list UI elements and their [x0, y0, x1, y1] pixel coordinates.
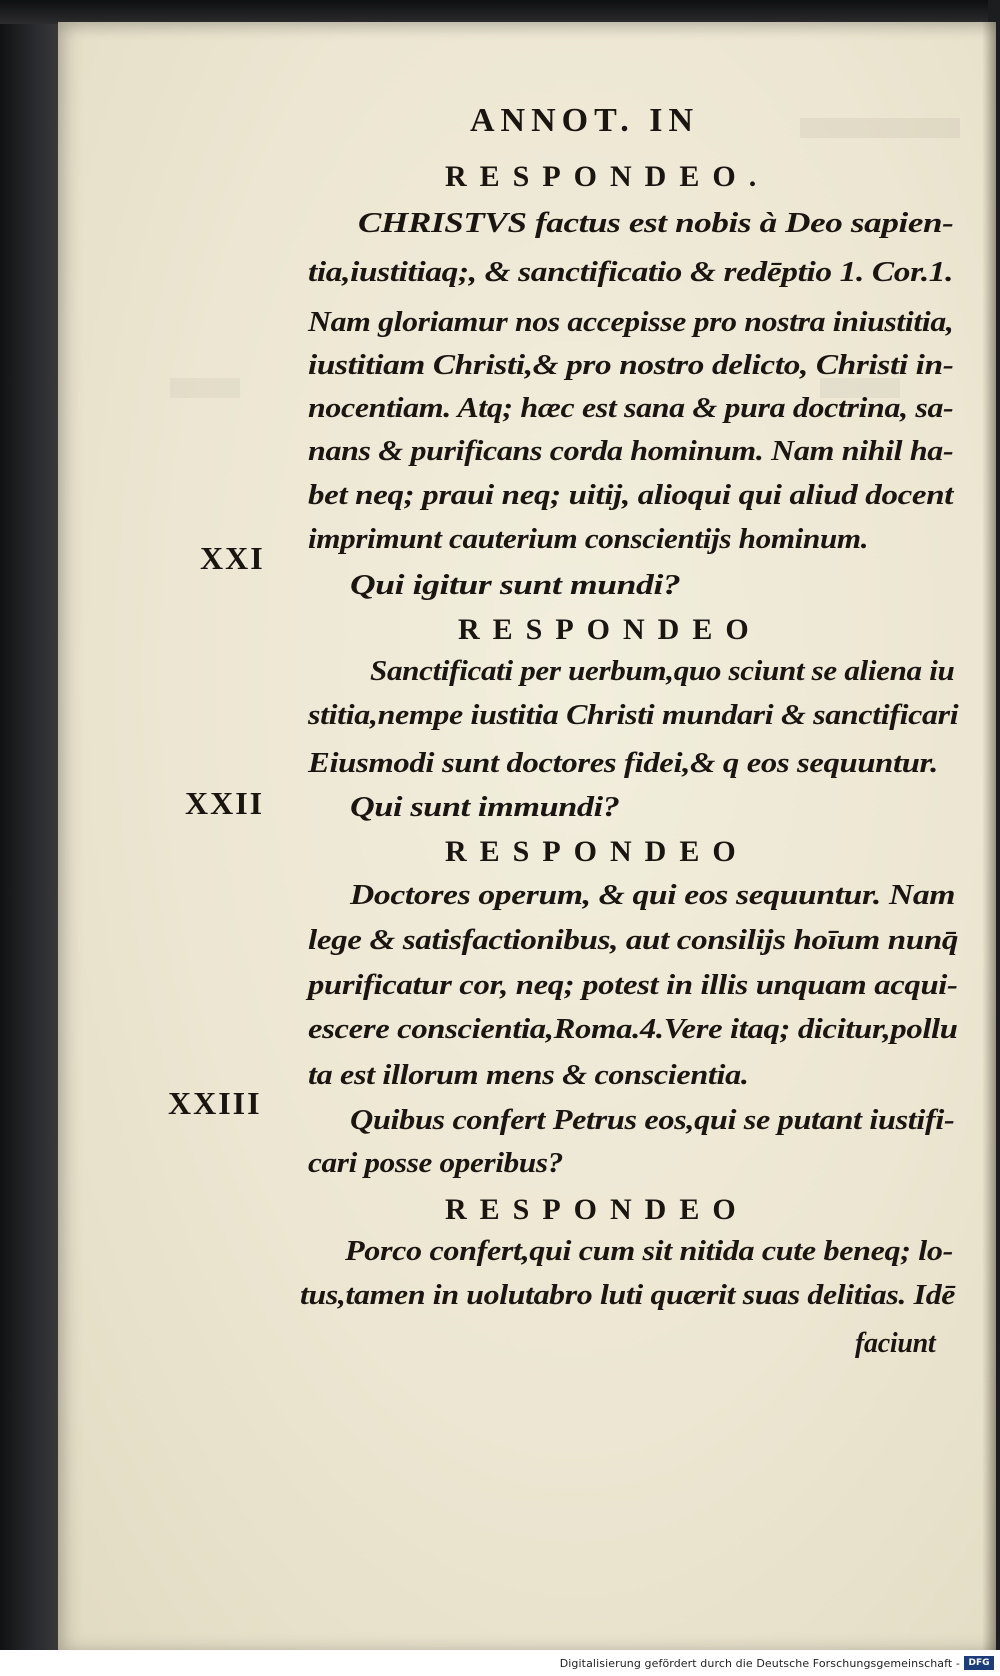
text-line: Quibus confert Petrus eos,qui se putant iustifi-	[350, 1105, 955, 1136]
running-head: ANNOT. IN	[470, 102, 700, 139]
text-line: tus,tamen in uolutabro luti quærit suas delitias. Idē	[300, 1280, 956, 1311]
text-line: nans & purificans corda hominum. Nam nihil ha-	[308, 436, 954, 467]
text-line: tia,iustitiaq;, & sanctificatio & redēptio 1. Cor.1.	[308, 257, 954, 288]
catchword: faciunt	[855, 1328, 936, 1359]
bleed-through-mark	[170, 378, 240, 398]
text-line: Porco confert,qui cum sit nitida cute beneq; lo-	[345, 1236, 953, 1267]
text-line: purificatur cor, neq; potest in illis unquam acqui-	[308, 970, 958, 1001]
text-line: Nam gloriamur nos accepisse pro nostra iniustitia,	[308, 307, 954, 338]
margin-number: XXIII	[168, 1085, 262, 1121]
scanner-backdrop-top	[0, 0, 1000, 24]
text-line: Sanctificati per uerbum,quo sciunt se aliena iu	[370, 656, 955, 687]
margin-number: XXII	[185, 785, 265, 821]
scanner-backdrop-left	[0, 0, 60, 1676]
text-line: Qui igitur sunt mundi?	[350, 570, 681, 601]
section-heading: RESPONDEO	[445, 835, 749, 868]
text-line: cari posse operibus?	[308, 1148, 564, 1179]
bleed-through-mark	[800, 118, 960, 138]
section-heading: RESPONDEO.	[445, 160, 770, 193]
text-line: bet neq; praui neq; uitij, alioqui qui aliud docent	[308, 480, 954, 511]
text-line: imprimunt cauterium conscientijs hominum.	[308, 524, 869, 555]
section-heading: RESPONDEO	[445, 1193, 749, 1226]
text-line: escere conscientia,Roma.4.Vere itaq; dicitur,pollu	[308, 1014, 958, 1045]
text-line: Qui sunt immundi?	[350, 792, 620, 823]
digitization-credit: Digitalisierung gefördert durch die Deutsche Forschungsgemeinschaft -	[559, 1657, 960, 1670]
text-line: ta est illorum mens & conscientia.	[308, 1060, 749, 1091]
text-line: iustitiam Christi,& pro nostro delicto, Christi in-	[308, 350, 954, 381]
text-line: nocentiam. Atq; hæc est sana & pura doctrina, sa-	[308, 393, 954, 424]
page-gutter-shadow	[982, 22, 996, 1650]
text-line: CHRISTVS factus est nobis à Deo sapien-	[358, 208, 954, 239]
dfg-logo: DFG	[964, 1656, 994, 1670]
text-line: lege & satisfactionibus, aut consilijs hoīum nunq̄	[308, 925, 959, 956]
text-line: stitia,nempe iustitia Christi mundari & sanctificari	[308, 700, 959, 731]
section-heading: RESPONDEO	[458, 613, 762, 646]
margin-number: XXI	[200, 540, 265, 576]
text-line: Doctores operum, & qui eos sequuntur. Nam	[350, 880, 956, 911]
text-line: Eiusmodi sunt doctores fidei,& q eos sequuntur.	[308, 748, 938, 779]
